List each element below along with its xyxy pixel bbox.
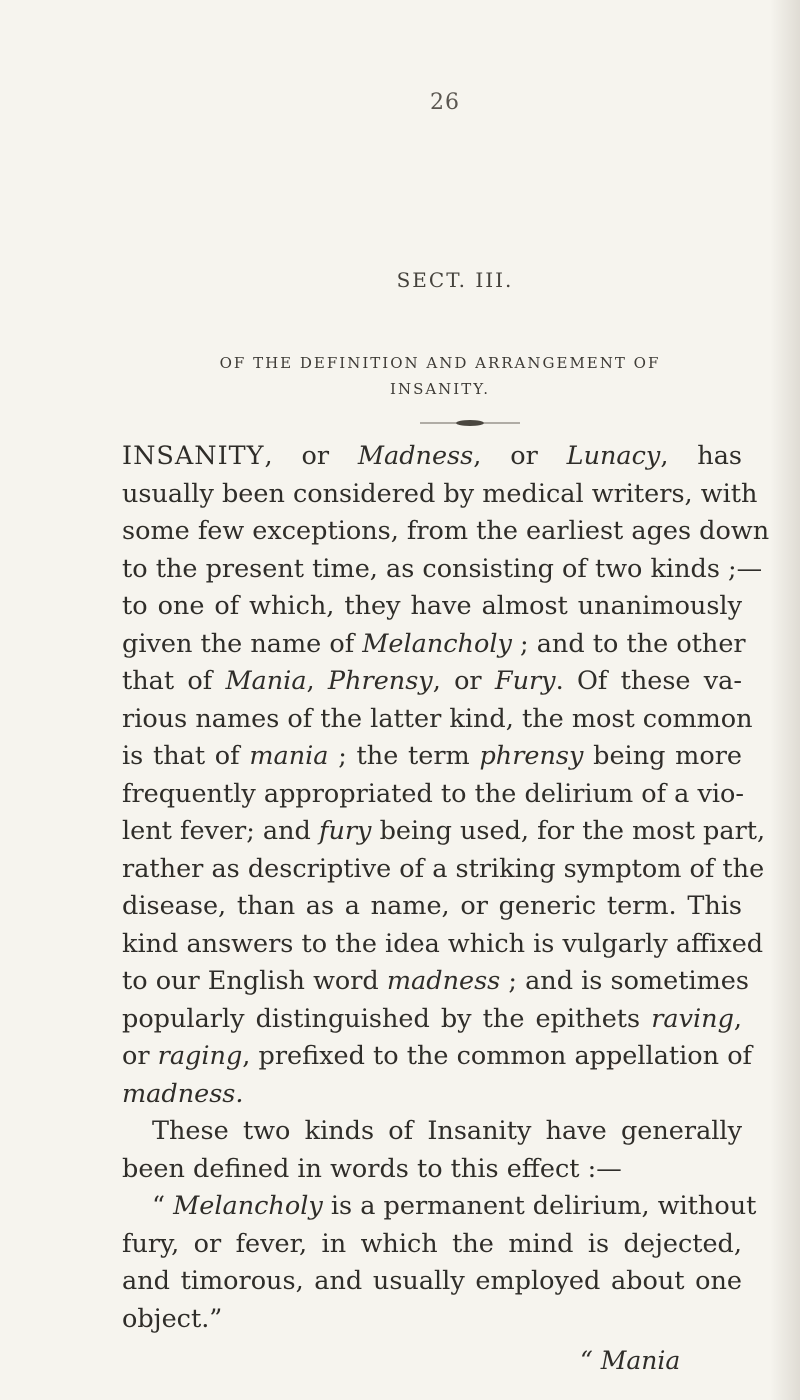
heading-line-2: INSANITY.	[390, 380, 490, 398]
text-line: rather as descriptive of a striking symptom of the	[122, 853, 765, 884]
text-line: INSANITY, or Madness, or Lunacy, has	[122, 441, 743, 471]
section-label: SECT. III.	[396, 268, 514, 292]
quote-line: and timorous, and usually employed about one	[122, 1266, 742, 1296]
text-line: is that of mania ; the term phrensy being more	[122, 741, 742, 771]
chapter-heading	[120, 350, 760, 402]
page-edge-shadow	[770, 0, 800, 1400]
text-line: lent fever; and fury being used, for the most part,	[122, 816, 766, 846]
text-line: popularly distinguished by the epithets raving,	[122, 1003, 742, 1034]
text-line: These two kinds of Insanity have generally	[152, 1116, 742, 1146]
text-line: that of Mania, Phrensy, or Fury. Of these va-	[122, 666, 742, 696]
text-line: usually been considered by medical writers, with	[122, 478, 758, 509]
text-line: or raging, prefixed to the common appellation of	[122, 1041, 752, 1071]
text-line: to the present time, as consisting of two kinds ;—	[122, 553, 763, 584]
quote-line: object.”	[122, 1303, 223, 1334]
catchword: “ Mania	[580, 1346, 681, 1375]
text-line: some few exceptions, from the earliest ages down	[122, 516, 770, 546]
ornamental-rule	[420, 418, 520, 428]
text-line: frequently appropriated to the delirium of a vio-	[122, 778, 745, 809]
text-line: given the name of Melancholy ; and to the other	[122, 628, 746, 659]
body-text	[122, 438, 770, 1338]
page-number: 26	[430, 90, 460, 115]
text-line: to our English word madness ; and is sometimes	[122, 966, 749, 996]
heading-line-1: OF THE DEFINITION AND ARRANGEMENT OF	[219, 354, 661, 372]
text-line: to one of which, they have almost unanimously	[122, 591, 742, 621]
text-line: rious names of the latter kind, the most common	[122, 703, 753, 734]
text-line: kind answers to the idea which is vulgarly affixed	[122, 928, 764, 959]
quote-line: “ Melancholy is a permanent delirium, without	[152, 1191, 757, 1221]
text-line: disease, than as a name, or generic term. This	[122, 891, 742, 921]
text-line: madness.	[122, 1078, 244, 1109]
quote-line: fury, or fever, in which the mind is dejected,	[122, 1228, 742, 1259]
text-line: been defined in words to this effect :—	[122, 1153, 622, 1184]
